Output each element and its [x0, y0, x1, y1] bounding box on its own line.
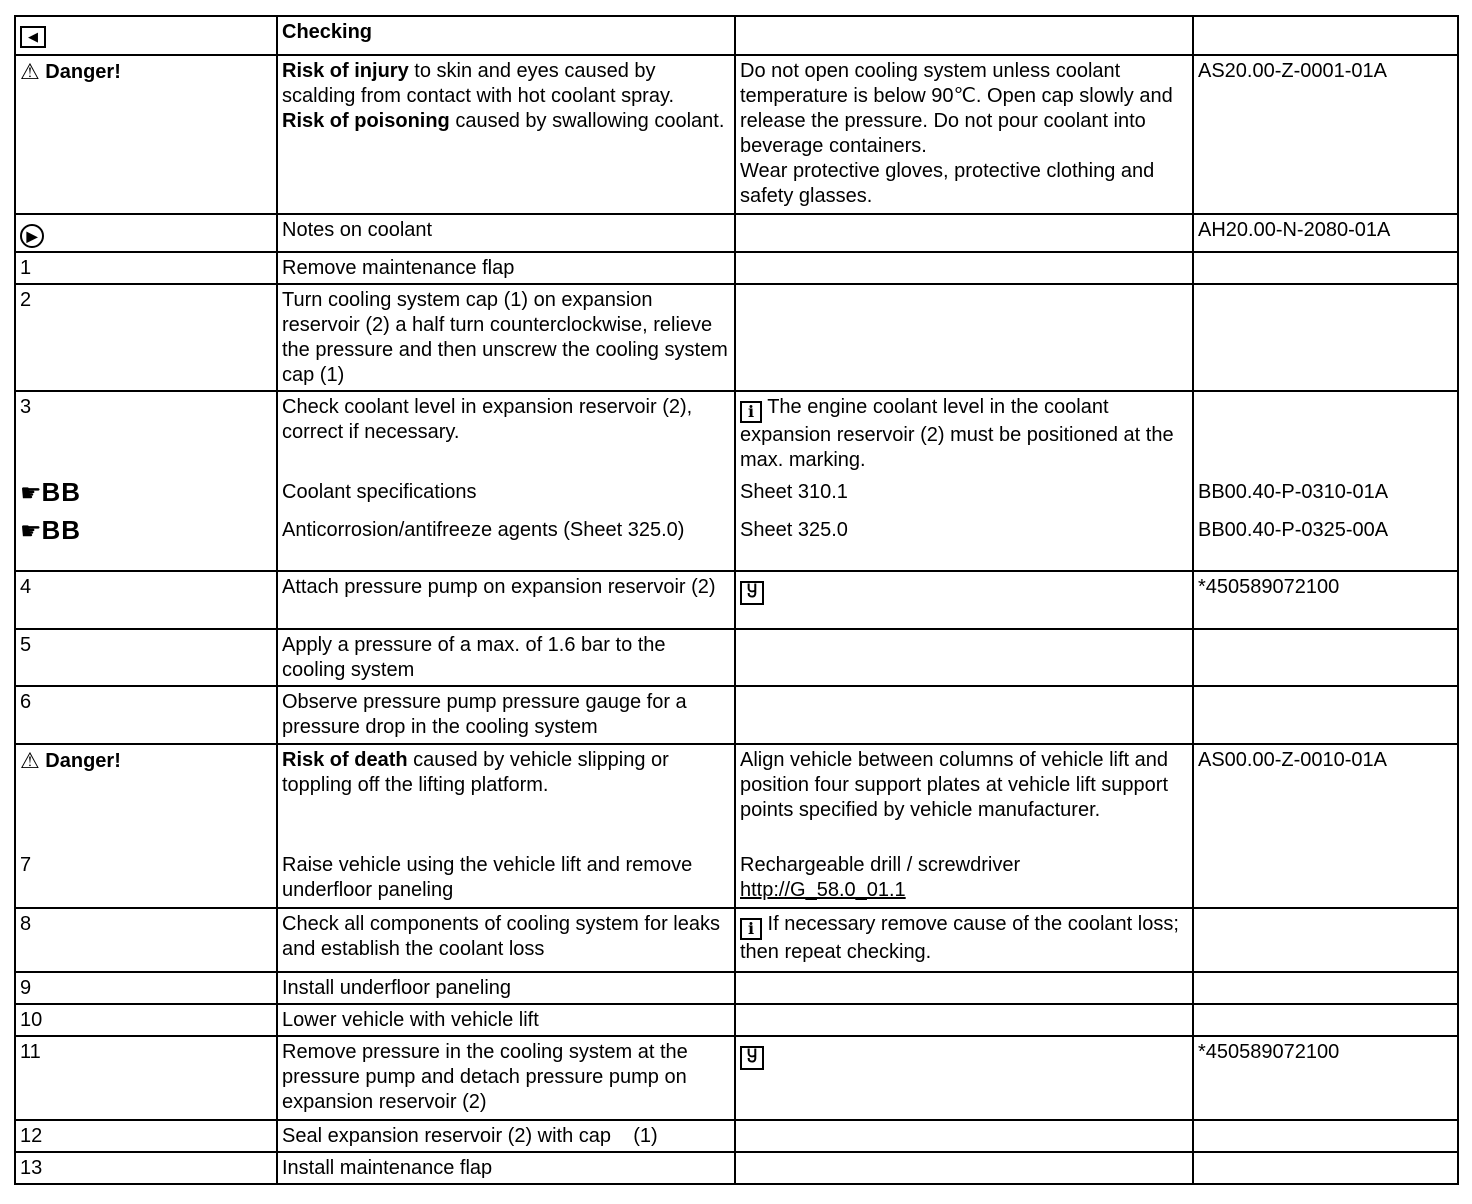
- notes-text: Notes on coolant: [277, 214, 735, 252]
- step-row: [15, 908, 1458, 972]
- step-text: Apply a pressure of a max. of 1.6 bar to the cooling system: [277, 629, 735, 686]
- remedy-text: Align vehicle between columns of vehicle lift and position four support plates at vehicle lift support points specified by vehicle manufacturer.: [735, 744, 1193, 850]
- step-number: 5: [15, 629, 277, 686]
- doc-ref[interactable]: AS00.00-Z-0010-01A: [1193, 744, 1458, 850]
- remedy-text: Wear protective gloves, protective clothing and safety glasses.: [740, 160, 1155, 207]
- step-row: [15, 1120, 1458, 1152]
- step-number: 12: [15, 1120, 277, 1152]
- step-number: 11: [15, 1036, 277, 1120]
- warning-triangle-icon: ⚠: [20, 59, 40, 84]
- step-row: [15, 284, 1458, 391]
- notes-row: [15, 214, 1458, 252]
- step-text: Observe pressure pump pressure gauge for a pressure drop in the cooling system: [277, 686, 735, 744]
- step-text: Install underfloor paneling: [277, 972, 735, 1004]
- bb-row: [15, 515, 1458, 571]
- step-number: 4: [15, 571, 277, 629]
- pointing-hand-icon: ☛: [20, 518, 42, 545]
- bb-row: [15, 477, 1458, 515]
- step-text: Raise vehicle using the vehicle lift and remove underfloor paneling: [277, 850, 735, 908]
- step-number: 13: [15, 1152, 277, 1184]
- warning-triangle-icon: ⚠: [20, 748, 40, 773]
- step-number: 1: [15, 252, 277, 284]
- pointing-hand-icon: ☛: [20, 480, 42, 507]
- notes-icon: ▶: [20, 224, 44, 248]
- step-text: Remove pressure in the cooling system at the pressure pump and detach pressure pump on expansion reservoir (2): [277, 1036, 735, 1120]
- step-text: Check all components of cooling system for leaks and establish the coolant loss: [277, 908, 735, 972]
- step-number: 10: [15, 1004, 277, 1036]
- header-row: [15, 16, 1458, 55]
- doc-ref[interactable]: AS20.00-Z-0001-01A: [1193, 55, 1458, 214]
- risk-label: Risk of injury: [282, 60, 409, 82]
- step-number: 6: [15, 686, 277, 744]
- step-text: Remove maintenance flap: [277, 252, 735, 284]
- risk-label: Risk of poisoning: [282, 110, 450, 132]
- step-text: Install maintenance flap: [277, 1152, 735, 1184]
- risk-text: caused by vehicle slipping or toppling off the lifting platform.: [282, 749, 669, 796]
- tool-link[interactable]: http://G_58.0_01.1: [740, 879, 906, 901]
- sheet-ref: Sheet 310.1: [735, 477, 1193, 515]
- step-row: [15, 252, 1458, 284]
- doc-ref[interactable]: BB00.40-P-0310-01A: [1193, 477, 1458, 515]
- step-text: Attach pressure pump on expansion reservoir (2): [277, 571, 735, 629]
- danger-label: Danger!: [45, 61, 121, 83]
- danger-row: [15, 744, 1458, 850]
- special-tool-icon[interactable]: Ⴘ: [740, 581, 764, 605]
- info-text: If necessary remove cause of the coolant loss; then repeat checking.: [740, 913, 1179, 963]
- step-text: Lower vehicle with vehicle lift: [277, 1004, 735, 1036]
- doc-ref[interactable]: BB00.40-P-0325-00A: [1193, 515, 1458, 571]
- risk-text: to skin and eyes caused by scalding from contact with hot coolant spray.: [282, 60, 675, 107]
- info-icon: i: [740, 401, 762, 423]
- remedy-text: Do not open cooling system unless coolant temperature is below 90℃. Open cap slowly and release the pressure. Do not pour coolant into beverage containers.: [740, 60, 1173, 157]
- step-row: [15, 571, 1458, 629]
- tool-ref[interactable]: *450589072100: [1193, 1036, 1458, 1120]
- step-row: [15, 1004, 1458, 1036]
- step-row: [15, 1152, 1458, 1184]
- danger-row: [15, 55, 1458, 214]
- step-number: 7: [15, 850, 277, 908]
- info-text: The engine coolant level in the coolant expansion reservoir (2) must be positioned at the max. marking.: [740, 396, 1174, 471]
- tool-text: Rechargeable drill / screwdriver: [740, 854, 1021, 876]
- risk-text: caused by swallowing coolant.: [449, 110, 725, 132]
- bb-label: BB: [41, 477, 82, 507]
- doc-ref[interactable]: AH20.00-N-2080-01A: [1193, 214, 1458, 252]
- step-text: Anticorrosion/antifreeze agents (Sheet 325.0): [277, 515, 735, 571]
- step-text: Turn cooling system cap (1) on expansion reservoir (2) a half turn counterclockwise, relieve the pressure and then unscrew the cooling system cap (1): [277, 284, 735, 391]
- back-arrow-icon[interactable]: ◀: [20, 26, 46, 48]
- sheet-ref: Sheet 325.0: [735, 515, 1193, 571]
- step-row: [15, 629, 1458, 686]
- procedure-table: [14, 15, 1459, 1185]
- risk-label: Risk of death: [282, 749, 408, 771]
- bb-label: BB: [41, 515, 82, 545]
- step-text: Coolant specifications: [277, 477, 735, 515]
- step-number: 8: [15, 908, 277, 972]
- tool-ref[interactable]: *450589072100: [1193, 571, 1458, 629]
- step-number: 3: [15, 391, 277, 477]
- step-text: Seal expansion reservoir (2) with cap (1): [277, 1120, 735, 1152]
- danger-label: Danger!: [45, 750, 121, 772]
- step-row: [15, 391, 1458, 477]
- step-number: 2: [15, 284, 277, 391]
- step-row: [15, 972, 1458, 1004]
- step-number: 9: [15, 972, 277, 1004]
- step-row: [15, 686, 1458, 744]
- special-tool-icon[interactable]: Ⴘ: [740, 1046, 764, 1070]
- info-icon: i: [740, 918, 762, 940]
- step-row: [15, 1036, 1458, 1120]
- step-row: [15, 850, 1458, 908]
- page-title: Checking: [277, 16, 735, 55]
- step-text: Check coolant level in expansion reservoir (2), correct if necessary.: [277, 391, 735, 477]
